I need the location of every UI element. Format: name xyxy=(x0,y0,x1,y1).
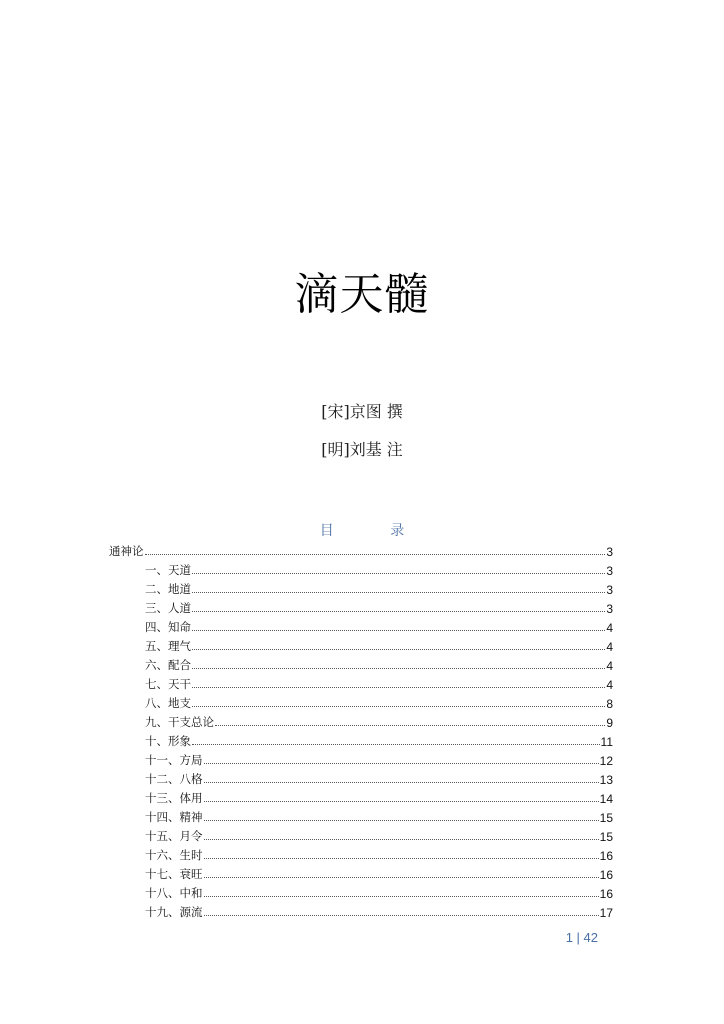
page-indicator: 1 | 42 xyxy=(565,930,598,945)
toc-entry[interactable] xyxy=(145,730,613,749)
toc-leader-dots xyxy=(204,877,599,878)
toc-entry-label: 三、人道 xyxy=(145,601,191,615)
toc-entry[interactable] xyxy=(145,673,613,692)
toc-entry[interactable] xyxy=(145,711,613,730)
toc-entry-label: 五、理气 xyxy=(145,639,191,653)
toc-entry-label: 十二、八格 xyxy=(145,772,203,786)
toc-entry-label: 十五、月令 xyxy=(145,829,203,843)
document-title: 滴天髓 xyxy=(294,269,430,320)
toc-entry-page: 11 xyxy=(600,735,613,749)
toc-entry[interactable] xyxy=(145,806,613,825)
toc-entry[interactable] xyxy=(145,635,613,654)
toc-leader-dots xyxy=(192,611,605,612)
toc-leader-dots xyxy=(192,668,605,669)
toc-entry[interactable] xyxy=(145,787,613,806)
toc-entry-page: 16 xyxy=(599,887,613,901)
toc-entry[interactable] xyxy=(145,768,613,787)
author-line-annotator: [明]刘基 注 xyxy=(321,440,403,459)
toc-entry-page: 12 xyxy=(599,754,613,768)
toc-entry[interactable] xyxy=(145,844,613,863)
toc-entry[interactable] xyxy=(145,863,613,882)
toc-leader-dots xyxy=(204,801,599,802)
toc-entry-label: 十六、生时 xyxy=(145,848,203,862)
toc-entry[interactable] xyxy=(145,825,613,844)
toc-entry-page: 4 xyxy=(606,678,613,692)
toc-entry[interactable] xyxy=(109,540,613,559)
toc-leader-dots xyxy=(204,915,599,916)
toc-entry-label: 八、地支 xyxy=(145,696,191,710)
toc-entry[interactable] xyxy=(145,692,613,711)
toc-leader-dots xyxy=(192,706,605,707)
toc-entry-label: 一、天道 xyxy=(145,563,191,577)
toc-entry-page: 13 xyxy=(599,773,613,787)
toc-leader-dots xyxy=(192,630,605,631)
author-line-compiler: [宋]京图 撰 xyxy=(321,402,403,421)
toc-entry-page: 4 xyxy=(606,621,613,635)
toc-entry-page: 3 xyxy=(606,602,613,616)
toc-entry[interactable] xyxy=(145,578,613,597)
toc-entry-label: 十九、源流 xyxy=(145,905,203,919)
toc-entry-label: 十、形象 xyxy=(145,734,191,748)
toc-entry[interactable] xyxy=(145,597,613,616)
toc-entry-page: 14 xyxy=(599,792,613,806)
toc-entry[interactable] xyxy=(145,882,613,901)
toc-entry[interactable] xyxy=(145,749,613,768)
toc-entry-label: 十八、中和 xyxy=(145,886,203,900)
toc-entry-page: 4 xyxy=(606,659,613,673)
toc-leader-dots xyxy=(204,896,599,897)
toc-leader-dots xyxy=(204,858,599,859)
toc-entry-page: 9 xyxy=(606,716,613,730)
toc-entry-label: 七、天干 xyxy=(145,677,191,691)
toc-leader-dots xyxy=(145,554,606,555)
toc-entry-page: 15 xyxy=(599,830,613,844)
toc-leader-dots xyxy=(192,744,600,745)
toc-entry-page: 4 xyxy=(606,640,613,654)
toc-entry[interactable] xyxy=(145,559,613,578)
toc-entry-label: 六、配合 xyxy=(145,658,191,672)
toc-entry-page: 16 xyxy=(599,849,613,863)
toc-entry-label: 通神论 xyxy=(109,544,144,558)
toc-leader-dots xyxy=(215,725,605,726)
toc-entry-label: 十七、衰旺 xyxy=(145,867,203,881)
toc-entry[interactable] xyxy=(145,654,613,673)
toc-entry-page: 17 xyxy=(599,906,613,920)
toc-leader-dots xyxy=(204,820,599,821)
toc-entry-page: 16 xyxy=(599,868,613,882)
toc-leader-dots xyxy=(192,649,605,650)
toc-entry-page: 3 xyxy=(606,583,613,597)
toc-leader-dots xyxy=(204,763,599,764)
toc-entry-label: 十四、精神 xyxy=(145,810,203,824)
toc-leader-dots xyxy=(204,782,599,783)
toc-leader-dots xyxy=(204,839,599,840)
toc-entry-label: 二、地道 xyxy=(145,582,191,596)
toc-entry-page: 3 xyxy=(606,564,613,578)
toc-entry-label: 十三、体用 xyxy=(145,791,203,805)
toc-entry[interactable] xyxy=(145,616,613,635)
toc-entry-label: 十一、方局 xyxy=(145,753,203,767)
toc-entry-page: 15 xyxy=(599,811,613,825)
toc-leader-dots xyxy=(192,687,605,688)
toc-heading: 目 录 xyxy=(319,523,405,539)
toc-entry-label: 四、知命 xyxy=(145,620,191,634)
toc-entry[interactable] xyxy=(145,901,613,920)
toc-leader-dots xyxy=(192,592,605,593)
toc-entry-label: 九、干支总论 xyxy=(145,715,214,729)
toc-entry-page: 3 xyxy=(606,545,613,559)
toc-leader-dots xyxy=(192,573,605,574)
toc-entry-page: 8 xyxy=(606,697,613,711)
